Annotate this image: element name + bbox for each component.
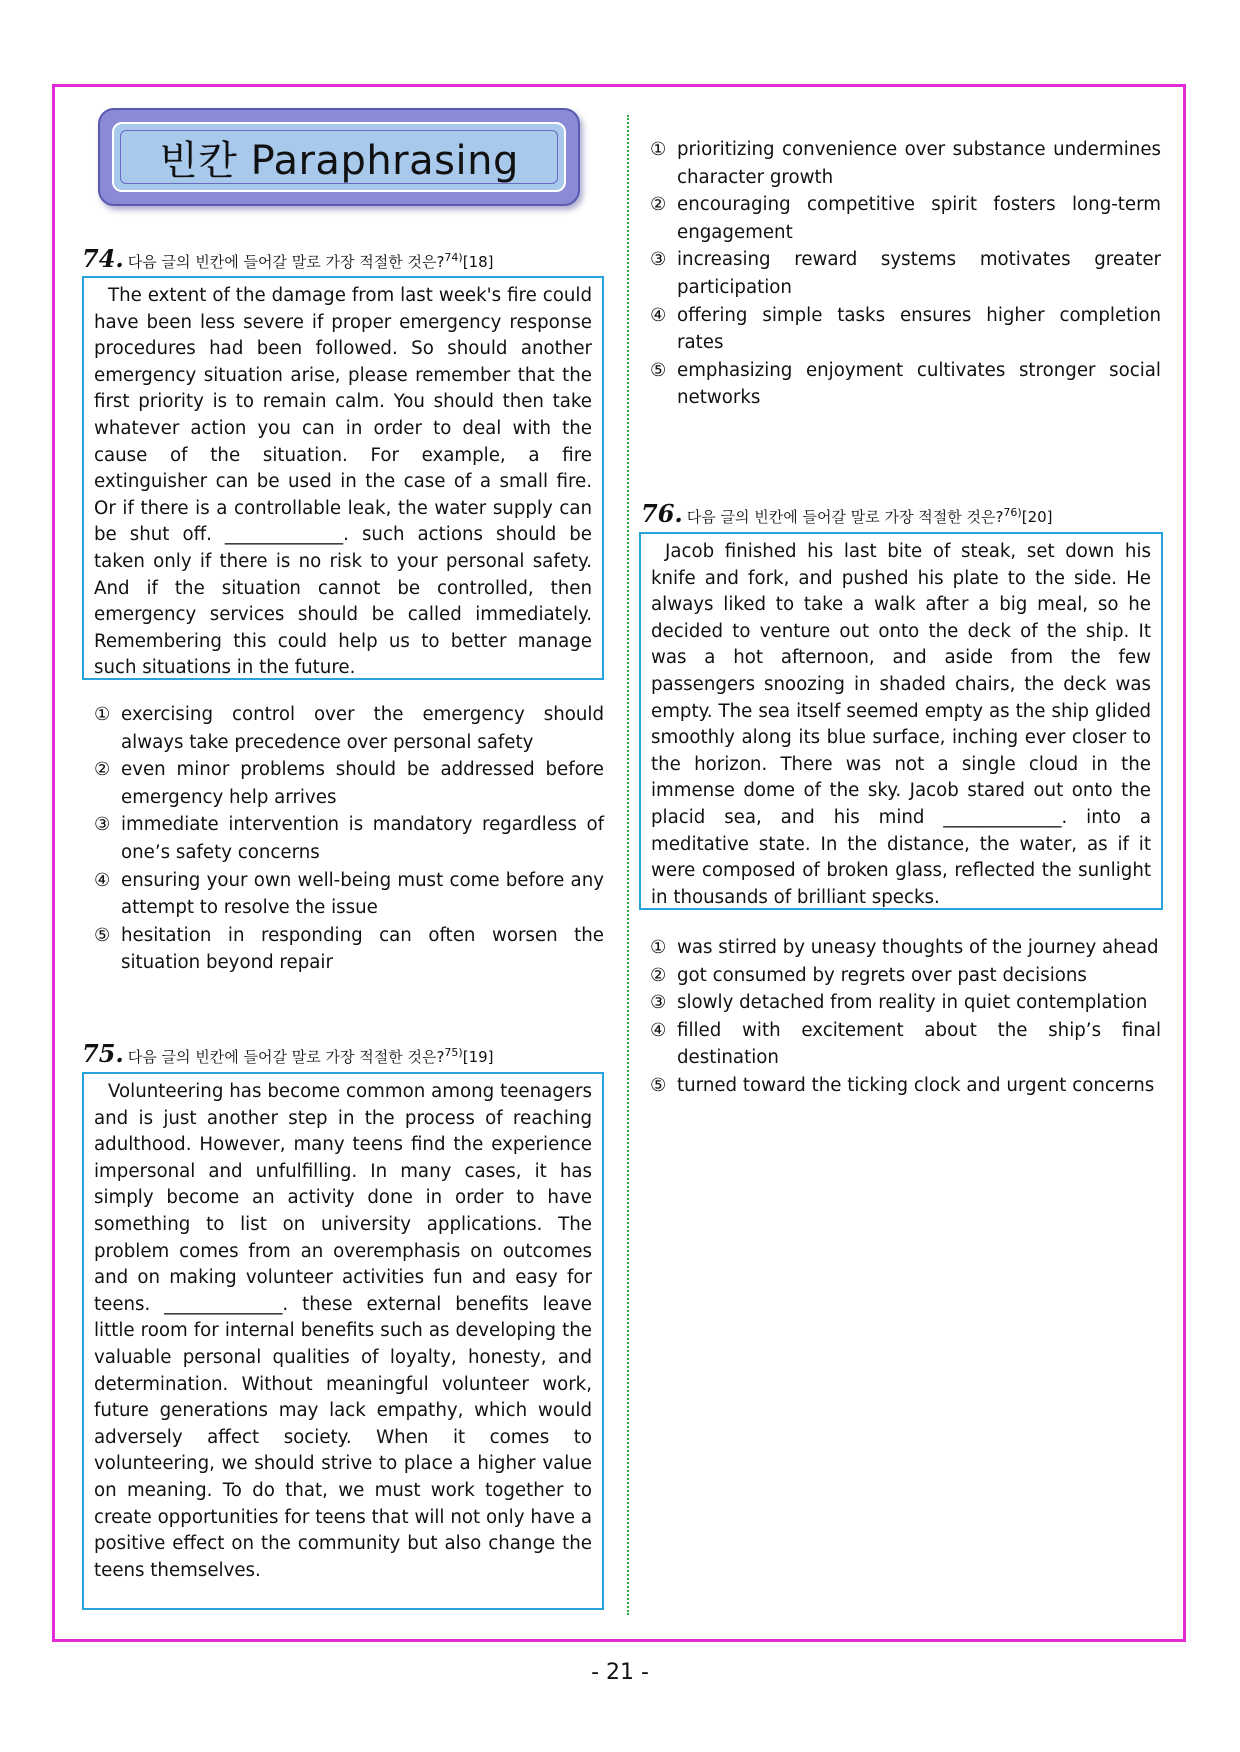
section-title-inner (112, 122, 566, 192)
question-76-prompt: 다음 글의 빈칸에 들어갈 말로 가장 적절한 것은? (686, 508, 1004, 526)
question-76-choice-2[interactable]: ② got consumed by regrets over past decisions (650, 964, 1087, 986)
question-75-header (82, 1039, 494, 1068)
question-74-choice-2[interactable]: ② even minor problems should be addressed before emergency help arrives (94, 759, 604, 808)
question-75-choices (650, 136, 1161, 412)
question-76-choice-3[interactable]: ③ slowly detached from reality in quiet contemplation (650, 992, 1148, 1014)
question-75-passage: Volunteering has become common among teenagers and is just another step in the process of reaching adulthood. However, many teens find the experience impersonal and unfulfilling. In many cases, it has simply become an activity done in order to have something to list on university applications. The problem comes from an overemphasis on outcomes and on making volunteer activities fun and easy for teens. _____________. these external benefits leave little room for internal benefits such as developing the valuable personal qualities of loyalty, honesty, and determination. Without meaningful volunteer work, future generations may lack empathy, which would adversely affect society. When it comes to volunteering, we should strive to place a higher value on meaning. To do that, we must work together to create opportunities for teens that will not only have a positive effect on the community but also change the teens themselves. (82, 1072, 604, 1610)
question-74-choices (94, 701, 604, 977)
question-74-choice-3[interactable]: ③ immediate intervention is mandatory regardless of one’s safety concerns (94, 814, 604, 863)
question-76-ref: 76) (1003, 506, 1022, 519)
question-75-choice-4[interactable]: ④ offering simple tasks ensures higher completion rates (650, 304, 1161, 354)
question-76-choice-4[interactable]: ④ filled with excitement about the ship’s final destination (650, 1019, 1161, 1069)
question-74-choice-1[interactable]: ① exercising control over the emergency should always take precedence over personal safety (94, 704, 604, 753)
question-75-choice-2[interactable]: ② encouraging competitive spirit fosters long-term engagement (650, 194, 1161, 243)
question-76-choice-1[interactable]: ① was stirred by uneasy thoughts of the journey ahead (650, 937, 1159, 958)
question-74-ref: 74) (444, 251, 463, 264)
question-74-passage: The extent of the damage from last week's fire could have been less severe if proper emergency response procedures had been followed. So should another emergency situation arise, please remember that the first priority is to remain calm. You should then take whatever action you can in order to deal with the cause of the situation. For example, a fire extinguisher can be used in the case of a small fire. Or if there is a controllable leak, the water supply can be shut off. _____________. such actions should be taken only if there is no risk to your personal safety. And if the situation cannot be controlled, then emergency services should be called immediately. Remembering this could help us to better manage such situations in the future. (82, 276, 604, 680)
question-75-ref: 75) (444, 1046, 463, 1059)
question-75-choice-1[interactable]: ① prioritizing convenience over substance undermines character growth (650, 139, 1161, 188)
question-76-passage: Jacob finished his last bite of steak, set down his knife and fork, and pushed his plate to the side. He always liked to take a walk after a big meal, so he decided to venture out onto the deck of the ship. It was a hot afternoon, and aside from the few passengers snoozing in shaded chairs, the deck was empty. The sea itself seemed empty as the ship glided smoothly along its blue surface, inching ever closer to the horizon. There was not a single cloud in the immense dome of the sky. Jacob stared out onto the placid sea, and his mind _____________. into a meditative state. In the distance, the water, as if it were composed of broken glass, reflected the sunlight in thousands of brilliant specks. (639, 532, 1163, 910)
question-74-choice-4[interactable]: ④ ensuring your own well-being must come before any attempt to resolve the issue (94, 869, 604, 919)
question-76-header (641, 499, 1053, 528)
section-title-banner (98, 108, 580, 206)
question-75-tag: [19] (462, 1048, 494, 1066)
question-75-choice-5[interactable]: ⑤ emphasizing enjoyment cultivates stronger social networks (650, 359, 1161, 409)
question-76-choices (650, 934, 1161, 1100)
question-74-choice-5[interactable]: ⑤ hesitation in responding can often worsen the situation beyond repair (94, 924, 604, 974)
question-74-header (82, 244, 494, 273)
section-title: 빈칸 Paraphrasing (159, 137, 519, 184)
column-divider (627, 115, 629, 1615)
question-76-tag: [20] (1021, 508, 1053, 526)
question-75-choice-3[interactable]: ③ increasing reward systems motivates greater participation (650, 249, 1161, 298)
question-75-number: 75. (82, 1039, 124, 1068)
question-74-number: 74. (82, 244, 124, 273)
question-76-choice-5[interactable]: ⑤ turned toward the ticking clock and urgent concerns (650, 1074, 1155, 1096)
section-title-frame (120, 130, 558, 184)
page-number: - 21 - (591, 1660, 649, 1685)
question-75-prompt: 다음 글의 빈칸에 들어갈 말로 가장 적절한 것은? (127, 1048, 445, 1066)
question-74-prompt: 다음 글의 빈칸에 들어갈 말로 가장 적절한 것은? (127, 253, 445, 271)
question-74-tag: [18] (462, 253, 494, 271)
question-76-number: 76. (641, 499, 683, 528)
